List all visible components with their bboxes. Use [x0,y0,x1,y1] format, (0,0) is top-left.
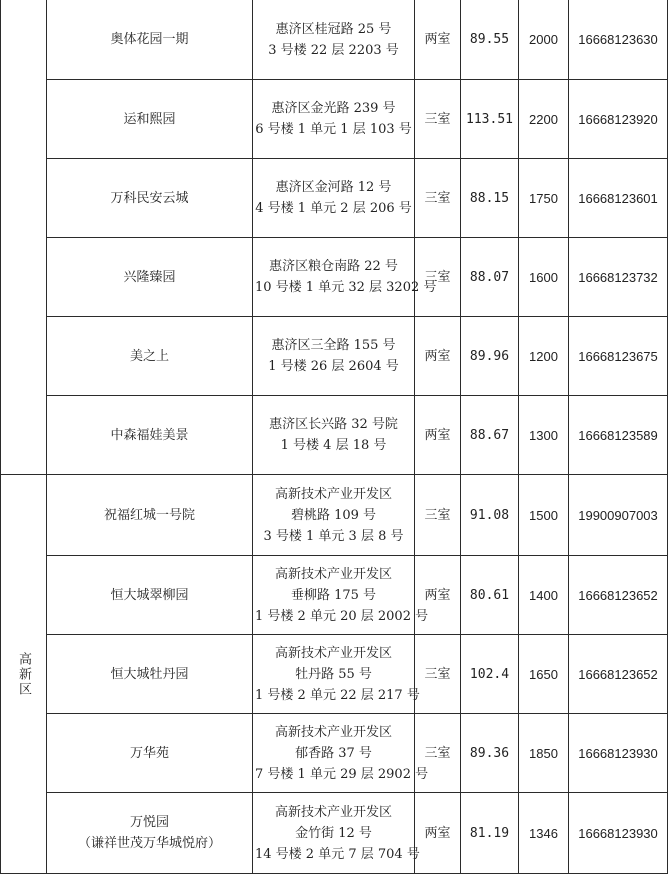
community-name-cell [47,317,253,396]
address-cell [253,396,415,475]
area-cell: 102.4 [461,635,519,714]
table-row [1,475,668,556]
table-row [1,0,668,80]
table-row [1,396,668,475]
community-name-line: 奥体花园一期 [110,32,189,47]
address-line: 10 号楼 1 单元 32 层 3202 号 [255,280,437,295]
district-cell: 高新区 [1,475,47,874]
address-cell [253,238,437,317]
room-type-cell: 两室 [415,556,461,635]
address-line: 3 号楼 1 单元 3 层 8 号 [263,528,404,544]
address-line: 惠济区桂冠路 25 号 [275,21,392,37]
address-cell [253,159,415,238]
rent-cell: 1500 [519,475,569,556]
address-line: 高新技术产业开发区 [274,724,392,740]
address-line: 7 号楼 1 单元 29 层 2902 号 [255,766,429,782]
table-row [1,80,668,159]
address-line: 4 号楼 1 单元 2 层 206 号 [255,201,412,216]
table-row [1,238,668,317]
rent-cell: 1400 [519,556,569,635]
community-name-line: 美之上 [129,348,169,364]
address-cell [253,317,415,396]
area-cell: 80.61 [461,556,519,635]
district-cell [1,0,47,475]
table-row [1,635,668,714]
address-line: 郁香路 37 号 [295,745,372,761]
room-type-cell: 三室 [415,475,461,556]
community-name-cell [47,0,253,80]
phone-cell: 16668123652 [569,556,668,635]
address-line: 金竹街 12 号 [295,825,372,841]
address-cell [253,635,420,714]
phone-cell: 16668123920 [569,80,668,159]
phone-cell: 16668123675 [569,317,668,396]
room-type-cell: 三室 [415,80,461,159]
community-name-line: 万悦园 [129,815,169,830]
room-type-cell: 三室 [415,635,461,714]
community-name-line: 恒大城翠柳园 [110,587,189,603]
table-row [1,159,668,238]
address-line: 惠济区三全路 155 号 [271,338,396,353]
address-line: 惠济区金光路 239 号 [271,101,396,116]
community-name-line: 兴隆臻园 [123,269,176,285]
table-body [1,0,668,874]
address-line: 3 号楼 22 层 2203 号 [268,42,399,58]
community-name-line: 运和熙园 [123,111,176,127]
area-cell: 81.19 [461,793,519,874]
address-line: 高新技术产业开发区 [274,804,392,820]
community-name-cell [47,635,253,714]
address-cell [253,714,429,793]
area-cell: 89.36 [461,714,519,793]
address-cell [253,0,415,80]
rent-cell: 2000 [519,0,569,80]
address-line: 1 号楼 26 层 2604 号 [268,359,399,374]
address-line: 惠济区长兴路 32 号院 [269,417,398,432]
area-cell: 89.96 [461,317,519,396]
community-name-cell [47,396,253,475]
community-name-cell [47,556,253,635]
area-cell: 89.55 [461,0,519,80]
phone-cell: 19900907003 [569,475,668,556]
address-line: 高新技术产业开发区 [274,645,392,661]
rent-cell: 1650 [519,635,569,714]
phone-cell: 16668123630 [569,0,668,80]
address-line: 1 号楼 2 单元 20 层 2002 号 [255,608,429,624]
area-cell: 88.07 [461,238,519,317]
table-row [1,793,668,874]
address-line: 1 号楼 4 层 18 号 [280,438,387,453]
room-type-cell: 两室 [415,396,461,475]
address-line: 高新技术产业开发区 [274,566,392,582]
room-type-cell: 三室 [415,238,461,317]
community-name-line: 中森福娃美景 [110,427,189,443]
address-line: 惠济区金河路 12 号 [275,180,392,195]
rent-cell: 1200 [519,317,569,396]
address-line: 惠济区粮仓南路 22 号 [269,259,398,274]
address-cell [253,80,415,159]
phone-cell: 16668123589 [569,396,668,475]
rent-cell: 1600 [519,238,569,317]
community-name-cell [47,793,253,874]
address-line: 14 号楼 2 单元 7 层 704 号 [255,846,420,862]
room-type-cell: 三室 [415,714,461,793]
address-cell [253,793,420,874]
room-type-cell: 两室 [415,0,461,80]
address-line: 高新技术产业开发区 [274,486,392,502]
community-name-line: 祝福红城一号院 [103,507,195,523]
address-line: 1 号楼 2 单元 22 层 217 号 [255,687,420,703]
phone-cell: 16668123930 [569,793,668,874]
room-type-cell: 两室 [415,793,461,874]
area-cell: 91.08 [461,475,519,556]
room-type-cell: 两室 [415,317,461,396]
table-row [1,714,668,793]
table-row [1,556,668,635]
community-name-line: 万科民安云城 [110,190,189,206]
address-cell [253,475,415,556]
phone-cell: 16668123732 [569,238,668,317]
address-cell [253,556,429,635]
rent-cell: 1300 [519,396,569,475]
community-name-cell [47,159,253,238]
table-row [1,317,668,396]
community-name-cell [47,475,253,556]
phone-cell: 16668123652 [569,635,668,714]
rent-cell: 1750 [519,159,569,238]
community-name-cell [47,714,253,793]
room-type-cell: 三室 [415,159,461,238]
rent-cell: 2200 [519,80,569,159]
phone-cell: 16668123601 [569,159,668,238]
community-name-line: 恒大城牡丹园 [110,666,189,682]
community-name-line: 万华苑 [129,745,169,761]
area-cell: 88.67 [461,396,519,475]
area-cell: 88.15 [461,159,519,238]
rent-cell: 1346 [519,793,569,874]
community-name-cell [47,238,253,317]
address-line: 6 号楼 1 单元 1 层 103 号 [255,122,412,137]
address-line: 牡丹路 55 号 [295,666,372,682]
community-name-cell [47,80,253,159]
community-name-line: （谦祥世茂万华城悦府） [77,836,221,851]
address-line: 垂柳路 175 号 [290,587,377,603]
address-line: 碧桃路 109 号 [290,507,377,523]
rent-cell: 1850 [519,714,569,793]
phone-cell: 16668123930 [569,714,668,793]
area-cell: 113.51 [461,80,519,159]
